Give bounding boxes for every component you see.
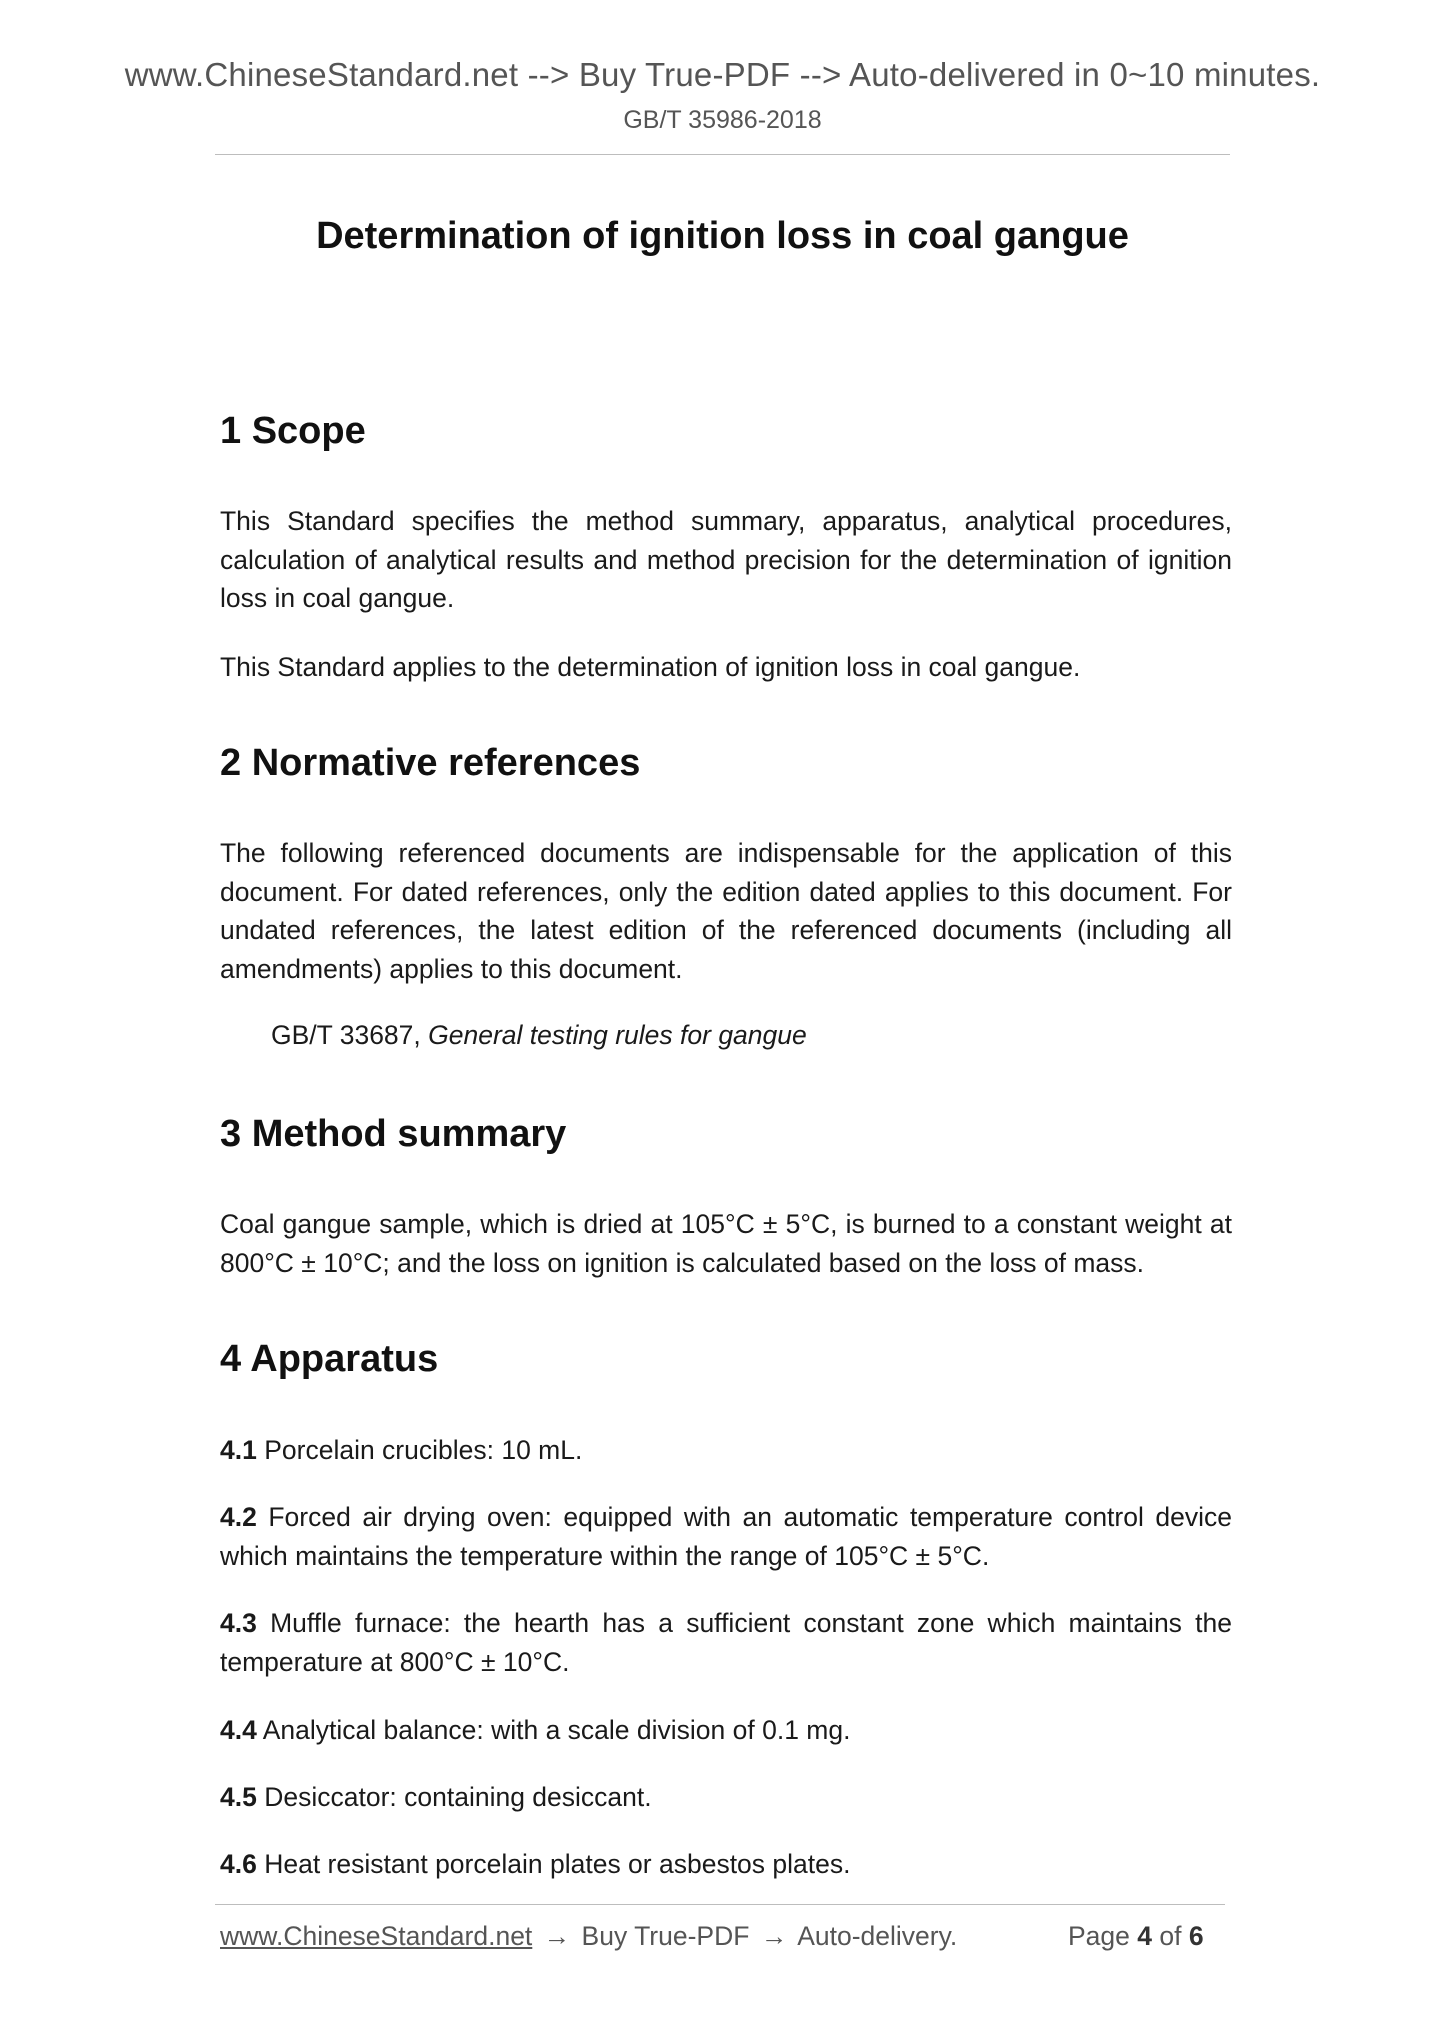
normative-paragraph: The following referenced documents are indispensable for the application of this document. For dated references, only the edition dated applies to this document. For undated references, the latest edition of the referenced documents (including all amendments) applies to this document.: [220, 838, 1232, 984]
apparatus-item-text: Forced air drying oven: equipped with an automatic temperature control device which maintains the temperature within the range of 105°C ± 5°C.: [220, 1502, 1232, 1571]
apparatus-item-text: Porcelain crucibles: 10 mL.: [264, 1435, 583, 1465]
section-heading-apparatus: 4 Apparatus: [220, 1338, 439, 1380]
reference-code: GB/T 33687,: [271, 1020, 421, 1050]
apparatus-item: [220, 1778, 1232, 1817]
scope-paragraph-1: This Standard specifies the method summary, apparatus, analytical procedures, calculation of analytical results and method precision for the determination of ignition loss in coal gangue.: [220, 506, 1232, 613]
footer-delivery-text: Auto-delivery.: [797, 1921, 958, 1951]
header-divider: [215, 154, 1230, 155]
section-heading-normative-references: 2 Normative references: [220, 742, 641, 784]
section-heading-scope: 1 Scope: [220, 410, 366, 452]
apparatus-item-text: Desiccator: containing desiccant.: [264, 1782, 652, 1812]
page-indicator: [1068, 1921, 1204, 1952]
apparatus-item-number: 4.6: [220, 1849, 257, 1879]
footer-divider: [215, 1904, 1225, 1905]
scope-paragraph-2: This Standard applies to the determination of ignition loss in coal gangue.: [220, 652, 1081, 682]
apparatus-item: [220, 1498, 1232, 1575]
method-summary-paragraph: Coal gangue sample, which is dried at 105°C ± 5°C, is burned to a constant weight at 800°C ± 10°C; and the loss on ignition is calculated based on the loss of mass.: [220, 1209, 1232, 1278]
page-current: 4: [1137, 1921, 1153, 1951]
of-label: of: [1159, 1921, 1182, 1951]
arrow-right-icon: →: [543, 1921, 571, 1951]
document-number: GB/T 35986-2018: [623, 106, 822, 134]
apparatus-item: [220, 1711, 1232, 1750]
footer-buy-text: Buy True-PDF: [581, 1921, 750, 1951]
apparatus-item: [220, 1845, 1232, 1884]
apparatus-item-number: 4.5: [220, 1782, 257, 1812]
footer-site-link[interactable]: www.ChineseStandard.net: [220, 1921, 533, 1951]
header-banner: www.ChineseStandard.net --> Buy True-PDF --> Auto-delivered in 0~10 minutes.: [124, 56, 1321, 93]
apparatus-item: [220, 1604, 1232, 1681]
apparatus-item-number: 4.2: [220, 1502, 257, 1532]
section-heading-method-summary: 3 Method summary: [220, 1113, 567, 1155]
apparatus-item-number: 4.4: [220, 1715, 257, 1745]
apparatus-item: [220, 1431, 1232, 1470]
apparatus-item-text: Muffle furnace: the hearth has a sufficient constant zone which maintains the temperature at 800°C ± 10°C.: [220, 1608, 1232, 1677]
page-total: 6: [1188, 1921, 1204, 1951]
apparatus-item-text: Analytical balance: with a scale division of 0.1 mg.: [262, 1715, 851, 1745]
page-label: Page: [1068, 1921, 1130, 1951]
apparatus-item-text: Heat resistant porcelain plates or asbestos plates.: [264, 1849, 851, 1879]
arrow-right-icon: →: [760, 1921, 788, 1951]
apparatus-item-number: 4.3: [220, 1608, 257, 1638]
normative-reference-entry: [271, 1016, 807, 1054]
footer-links: [220, 1921, 957, 1952]
apparatus-item-number: 4.1: [220, 1435, 257, 1465]
page-title: Determination of ignition loss in coal gangue: [316, 215, 1129, 257]
reference-title: General testing rules for gangue: [428, 1020, 807, 1050]
